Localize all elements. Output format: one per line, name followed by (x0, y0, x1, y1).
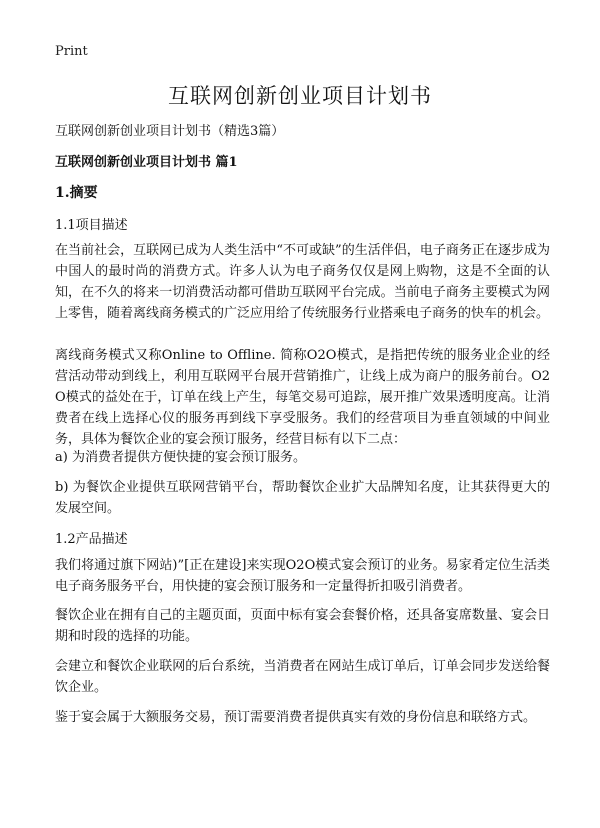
paragraph: 我们将通过旗下网站)”[正在建设]来实现O2O模式宴会预订的业务。易家肴定位生活类电子商务服务平台，用快捷的宴会预订服务和一定量得折扣吸引消费者。 (55, 558, 550, 594)
paragraph: 鉴于宴会属于大额服务交易，预订需要消费者提供真实有效的身份信息和联络方式。 (55, 710, 537, 725)
paragraph: 离线商务模式又称Online to Offline. 简称O2O模式，是指把传统的服务业企业的经营活动带动到线上，利用互联网平台展开营销推广，让线上成为商户的服务前台。O2O模式的益处在于，订单在线上产生，每笔交易可追踪，展开推广效果透明度高。让消费者在线上选择心仪的服务再到线下享受服务。我们的经营项目为垂直领域的中间业务，具体为餐饮企业的宴会预订服务，经营目标有以下二点： (55, 348, 550, 447)
subsection-heading-project-description: 1.1项目描述 (55, 218, 128, 233)
subsection-heading-product-description: 1.2产品描述 (55, 532, 128, 547)
print-label[interactable]: Print (55, 44, 88, 59)
document-subtitle: 互联网创新创业项目计划书（精选3篇） (55, 124, 285, 139)
paragraph: a) 为消费者提供方便快捷的宴会预订服务。 (55, 450, 306, 465)
paragraph: 餐饮企业在拥有自己的主题页面，页面中标有宴会套餐价格，还具备宴席数量、宴会日期和时段的选择的功能。 (55, 608, 550, 644)
paragraph: 会建立和餐饮企业联网的后台系统，当消费者在网站生成订单后，订单会同步发送给餐饮企业。 (55, 659, 550, 695)
document-title: 互联网创新创业项目计划书 (168, 84, 432, 108)
paragraph: 在当前社会，互联网已成为人类生活中“不可或缺”的生活伴侣，电子商务正在逐步成为中国人的最时尚的消费方式。许多人认为电子商务仅仅是网上购物，这是不全面的认知，在不久的将来一切消费活动都可借助互联网平台完成。当前电子商务主要模式为网上零售，随着离线商务模式的广泛应用给了传统服务行业搭乘电子商务的快车的机会。 (55, 243, 550, 321)
paragraph: b) 为餐饮企业提供互联网营销平台，帮助餐饮企业扩大品牌知名度，让其获得更大的发展空间。 (55, 480, 550, 516)
section-heading-summary: 1.摘要 (55, 185, 98, 201)
article-heading: 互联网创新创业项目计划书 篇1 (55, 155, 238, 170)
